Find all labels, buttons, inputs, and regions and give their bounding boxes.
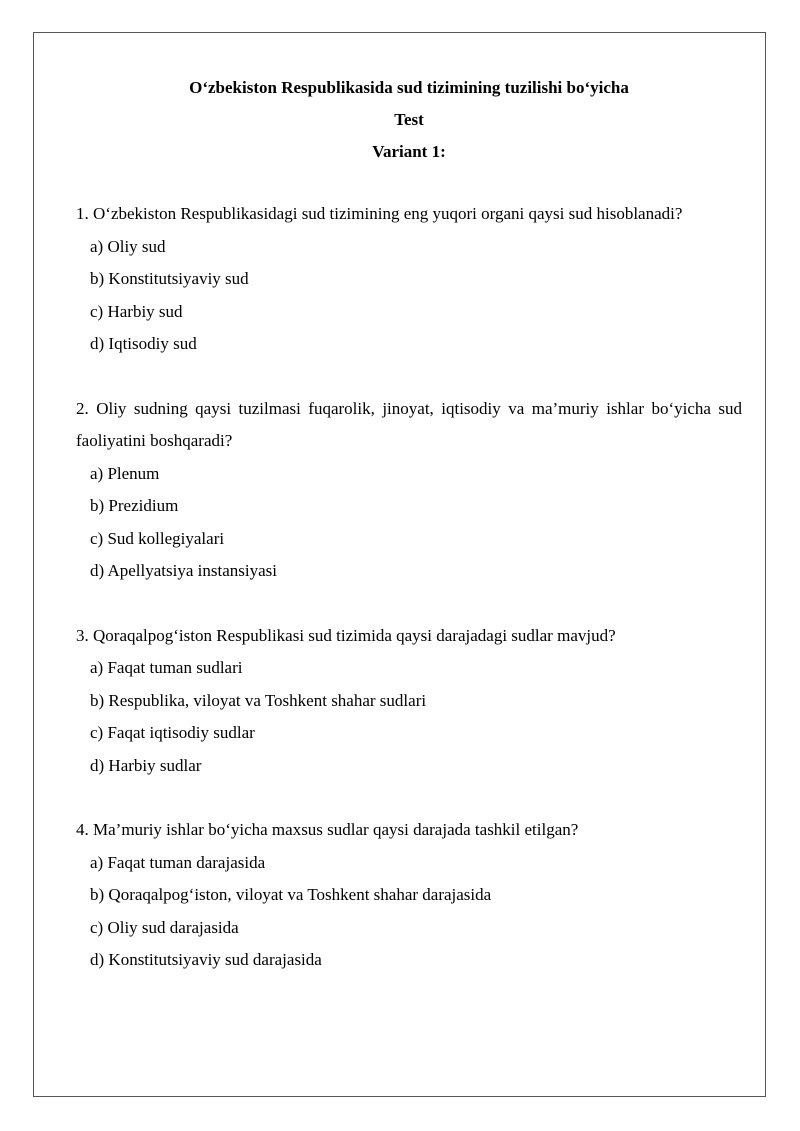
- answer-option-a: a) Faqat tuman darajasida: [90, 852, 266, 872]
- answer-option-b: b) Respublika, viloyat va Toshkent shahar sudlari: [90, 690, 427, 710]
- variant-label: Variant 1:: [372, 142, 446, 161]
- answer-option-c: c) Oliy sud darajasida: [90, 917, 239, 937]
- answer-option-a: a) Faqat tuman sudlari: [90, 658, 243, 677]
- document-title: O‘zbekiston Respublikasida sud tizimining tuzilishi bo‘yicha: [189, 78, 629, 97]
- answer-option-c: c) Faqat iqtisodiy sudlar: [90, 723, 255, 742]
- question-4: [76, 814, 742, 977]
- question-text: 4. Ma’muriy ishlar bo‘yicha maxsus sudlar qaysi darajada tashkil etilgan?: [76, 820, 579, 839]
- answer-option-c: c) Harbiy sud: [90, 301, 183, 321]
- question-text: 3. Qoraqalpog‘iston Respublikasi sud tizimida qaysi darajadagi sudlar mavjud?: [76, 625, 616, 645]
- question-text: 2. Oliy sudning qaysi tuzilmasi fuqarolik, jinoyat, iqtisodiy va ma’muriy ishlar bo‘yicha sud faoliyatini boshqaradi?: [76, 398, 742, 450]
- answer-option-a: a) Oliy sud: [90, 236, 166, 256]
- answer-option-b: b) Qoraqalpog‘iston, viloyat va Toshkent shahar darajasida: [90, 885, 492, 904]
- document-content: [76, 72, 742, 1009]
- document-subtitle: Test: [394, 110, 424, 129]
- answer-option-d: d) Konstitutsiyaviy sud darajasida: [90, 950, 322, 969]
- answer-option-d: d) Harbiy sudlar: [90, 755, 202, 775]
- answer-option-a: a) Plenum: [90, 463, 160, 483]
- answer-option-c: c) Sud kollegiyalari: [90, 528, 225, 548]
- answer-option-b: b) Konstitutsiyaviy sud: [90, 269, 249, 288]
- answer-option-b: b) Prezidium: [90, 496, 179, 515]
- answer-option-d: d) Iqtisodiy sud: [90, 334, 197, 353]
- title-block: [76, 72, 742, 168]
- question-2: [76, 393, 742, 588]
- question-text: 1. O‘zbekiston Respublikasidagi sud tizimining eng yuqori organi qaysi sud hisoblanadi?: [76, 204, 683, 223]
- question-1: [76, 198, 742, 361]
- answer-option-d: d) Apellyatsiya instansiyasi: [90, 561, 277, 580]
- question-3: [76, 620, 742, 783]
